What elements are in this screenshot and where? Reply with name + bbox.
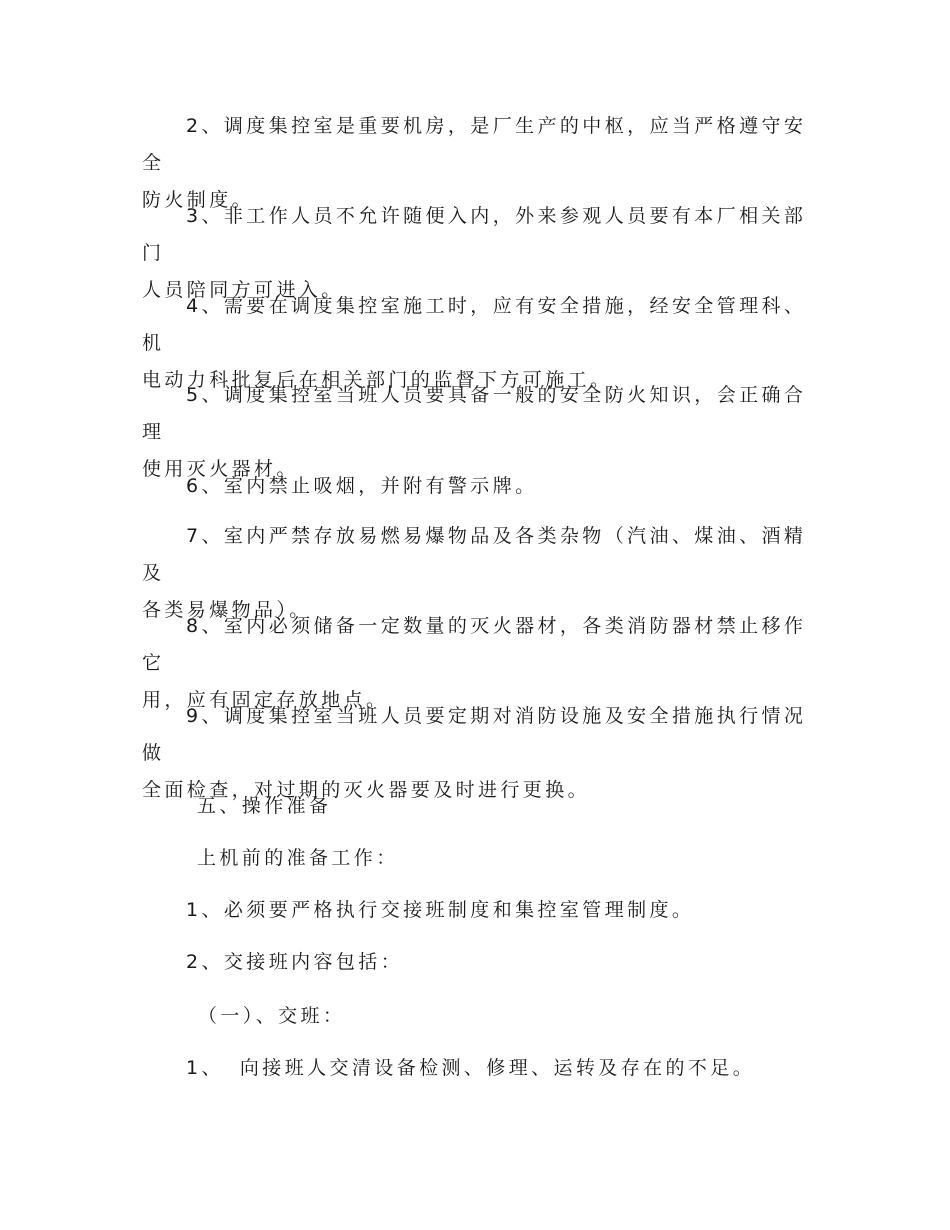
paragraph-line: 防火制度。 xyxy=(142,189,255,211)
paragraph-line: 2、调度集控室是重要机房，是厂生产的中枢，应当严格遵守安全 xyxy=(142,115,807,174)
sub-heading: 上机前的准备工作： xyxy=(197,847,399,869)
paragraph-line: 3、非工作人员不允许随便入内，外来参观人员要有本厂相关部门 xyxy=(142,205,807,264)
paragraph-line: 使用灭火器材。 xyxy=(142,458,299,480)
paragraph-line: 人员陪同方可进入。 xyxy=(142,279,344,301)
paragraph-line: 4、需要在调度集控室施工时，应有安全措施，经安全管理科、机 xyxy=(142,295,807,354)
paragraph-6 xyxy=(142,468,807,505)
paragraph-line: 6、室内禁止吸烟，并附有警示牌。 xyxy=(186,475,538,497)
sub-list-item xyxy=(186,1050,755,1087)
list-item: 2、交接班内容包括： xyxy=(186,951,404,973)
sub-section-heading: （一）、交班： xyxy=(198,1005,346,1027)
sub-list-item-number: 1、 xyxy=(186,1057,224,1079)
paragraph-line: 用，应有固定存放地点。 xyxy=(142,689,389,711)
list-item: 1、必须要严格执行交接班制度和集控室管理制度。 xyxy=(186,899,695,921)
paragraph-line: 全面检查，对过期的灭火器要及时进行更换。 xyxy=(142,779,591,801)
paragraph-line: 9、调度集控室当班人员要定期对消防设施及安全措施执行情况做 xyxy=(142,705,807,764)
paragraph-line: 电动力科批复后在相关部门的监督下方可施工。 xyxy=(142,369,613,391)
paragraph-line: 7、室内严禁存放易燃易爆物品及各类杂物（汽油、煤油、酒精及 xyxy=(142,525,807,584)
section-heading: 五、操作准备 xyxy=(197,795,332,817)
paragraph-line: 各类易爆物品）。 xyxy=(142,599,312,621)
paragraph-line: 5、调度集控室当班人员要具备一般的安全防火知识，会正确合理 xyxy=(142,384,807,443)
sub-list-item-text: 向接班人交清设备检测、修理、运转及存在的不足。 xyxy=(239,1057,756,1079)
paragraph-line: 8、室内必须储备一定数量的灭火器材，各类消防器材禁止移作它 xyxy=(142,615,807,674)
